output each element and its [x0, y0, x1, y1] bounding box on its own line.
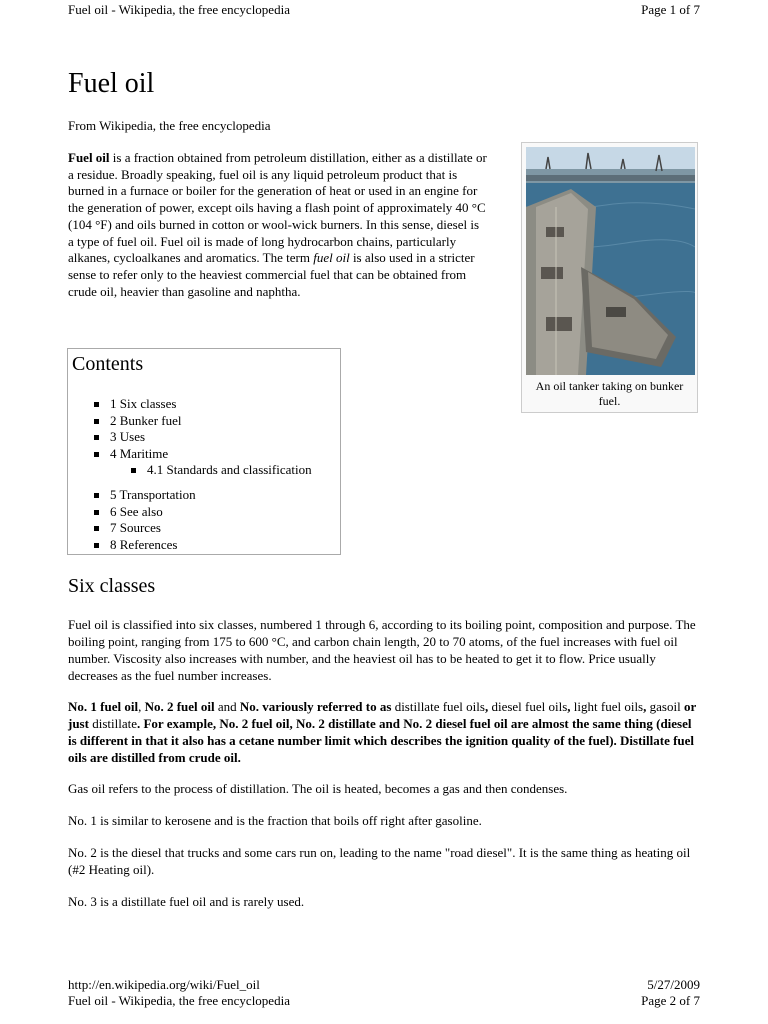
- header-title: Fuel oil - Wikipedia, the free encyclopedia: [68, 2, 290, 17]
- image-thumbnail: [521, 142, 698, 413]
- footer-page-number: Page 2 of 7: [641, 993, 700, 1008]
- intro-paragraph: Fuel oil is a fraction obtained from petroleum distillation, either as a distillate or a residue. Broadly speaking, fuel oil is any liquid petroleum product that is burned in a furnace or boiler for the generation of heat or used in an engine for the generation of power, except oils having a flash point of approximately 40 °C (104 °F) and oils burned in cotton or wool-wick burners. In this sense, diesel is a type of fuel oil. Fuel oil is made of long hydrocarbon chains, particularly alkanes, cycloalkanes and aromatics. The term fuel oil is also used in a stricter sense to refer only to the heaviest commercial fuel that can be obtained from crude oil, heavier than gasoline and naphtha.: [68, 150, 487, 299]
- toc-item[interactable]: 8 References: [94, 537, 196, 554]
- toc-item[interactable]: 4 Maritime: [94, 446, 181, 463]
- footer-url[interactable]: http://en.wikipedia.org/wiki/Fuel_oil: [68, 977, 260, 992]
- toc-item[interactable]: 1 Six classes: [94, 396, 181, 413]
- oil-tanker-image[interactable]: [526, 147, 695, 375]
- toc-list: [94, 396, 181, 462]
- toc-item[interactable]: 3 Uses: [94, 429, 181, 446]
- paragraph: No. 3 is a distillate fuel oil and is rarely used.: [68, 894, 305, 909]
- section-heading: Six classes: [68, 575, 156, 597]
- article-source: From Wikipedia, the free encyclopedia: [68, 118, 271, 133]
- image-caption: An oil tanker taking on bunker fuel.: [535, 379, 684, 408]
- toc-subitem[interactable]: 4.1 Standards and classification: [131, 462, 312, 479]
- paragraph: Gas oil refers to the process of distillation. The oil is heated, becomes a gas and then condenses.: [68, 781, 568, 796]
- paragraph: Fuel oil is classified into six classes, numbered 1 through 6, according to its boiling point, composition and purpose. The boiling point, ranging from 175 to 600 °C, and carbon chain length, 20 to 70 atoms, of the fuel increases with fuel oil number. Viscosity also increases with number, and the heaviest oil has to be heated to get it to flow. Price usually decreases as the fuel number increases.: [68, 617, 696, 683]
- toc-item[interactable]: 7 Sources: [94, 520, 196, 537]
- footer-date: 5/27/2009: [647, 977, 700, 992]
- footer-title: Fuel oil - Wikipedia, the free encyclopedia: [68, 993, 290, 1008]
- toc-item[interactable]: 6 See also: [94, 504, 196, 521]
- toc-item[interactable]: 5 Transportation: [94, 487, 196, 504]
- toc-sublist: [131, 462, 312, 479]
- article-title: Fuel oil: [68, 68, 155, 99]
- paragraph: No. 1 fuel oil, No. 2 fuel oil and No. variously referred to as distillate fuel oils, diesel fuel oils, light fuel oils, gasoil or just distillate. For example, No. 2 fuel oil, No. 2 distillate and No. 2 diesel fuel oil are almost the same thing (diesel is different in that it also has a cetane number limit which describes the ignition quality of the fuel). Distillate fuel oils are distilled from crude oil.: [68, 699, 696, 765]
- table-of-contents: [67, 348, 341, 555]
- page-footer: [68, 977, 700, 1009]
- page-header: [68, 2, 700, 18]
- toc-item[interactable]: 2 Bunker fuel: [94, 413, 181, 430]
- intro-term: Fuel oil: [68, 150, 110, 165]
- paragraph: No. 1 is similar to kerosene and is the fraction that boils off right after gasoline.: [68, 813, 482, 828]
- intro-italic-term: fuel oil: [313, 250, 350, 266]
- toc-list: [94, 487, 196, 553]
- paragraph: No. 2 is the diesel that trucks and some cars run on, leading to the name "road diesel". It is the same thing as heating oil (#2 Heating oil).: [68, 845, 691, 877]
- header-page-number: Page 1 of 7: [641, 2, 700, 17]
- toc-title: Contents: [72, 353, 144, 375]
